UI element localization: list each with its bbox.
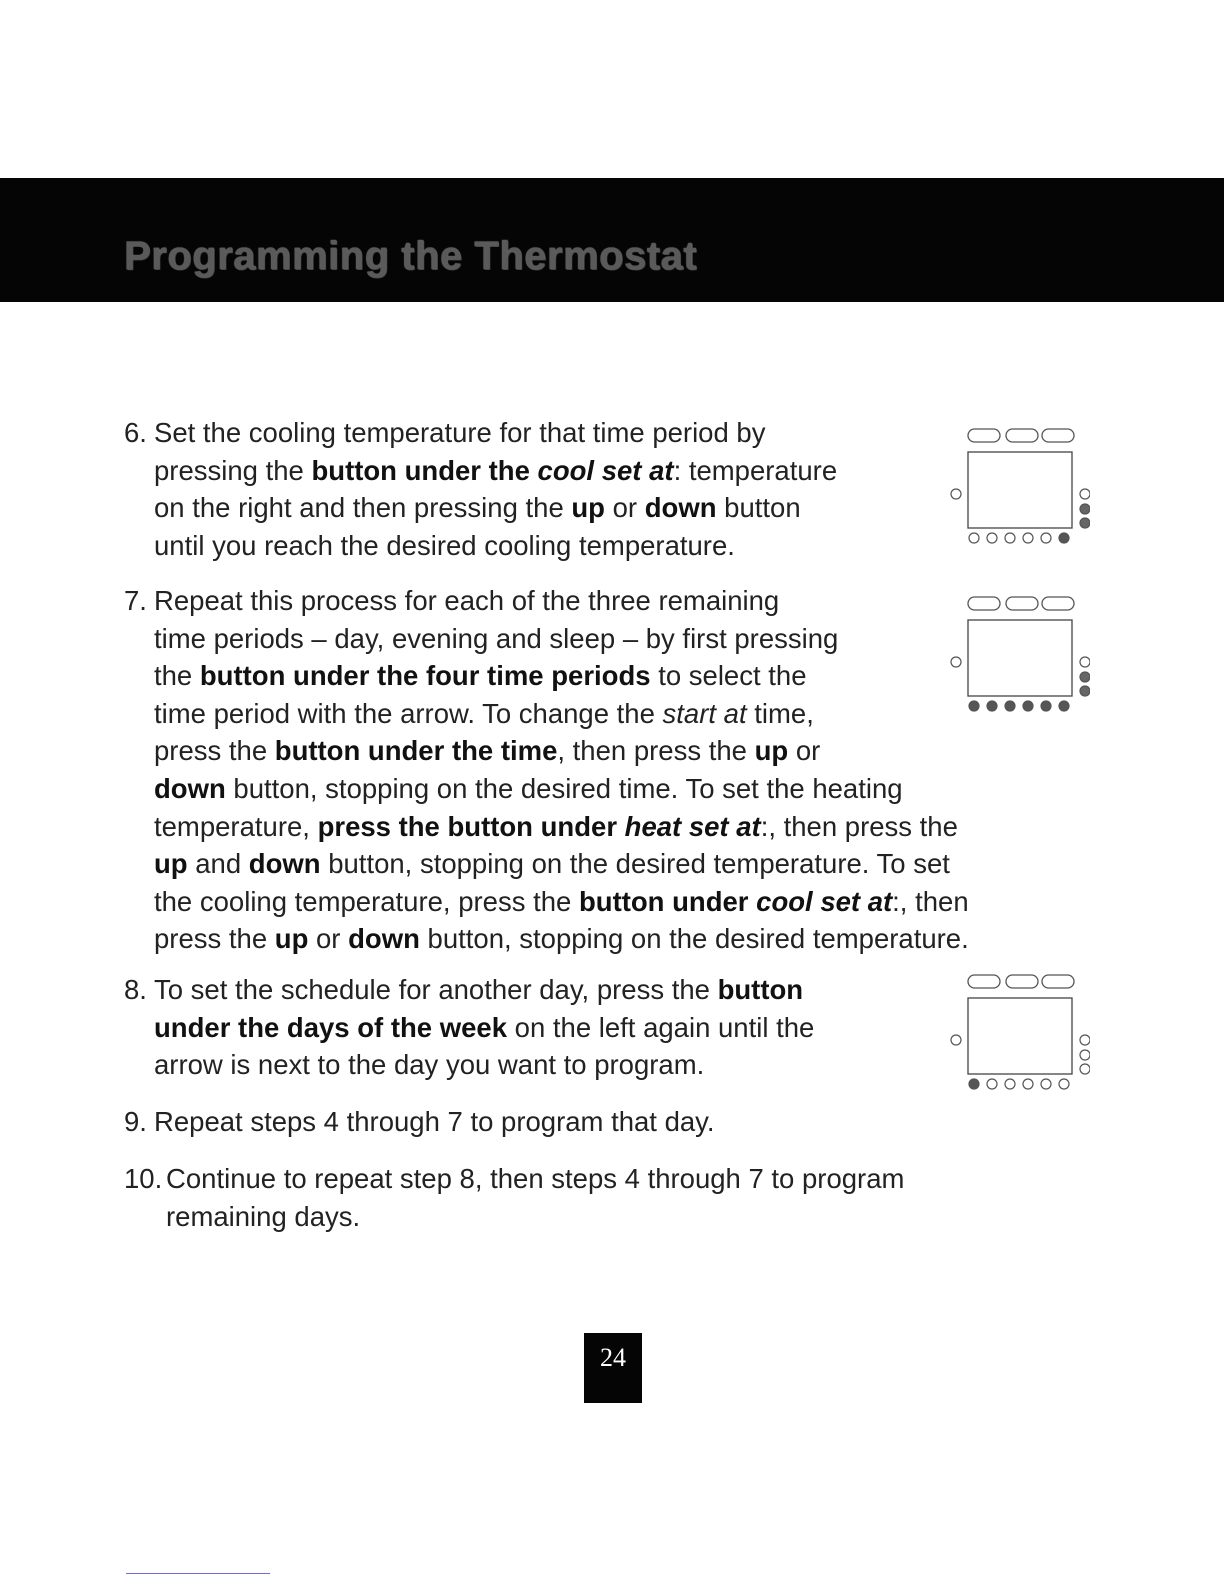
step-number: 6.	[124, 417, 147, 448]
text-segment: time period with the arrow. To change the	[154, 697, 663, 729]
right-button	[1080, 1064, 1090, 1074]
text-segment: or	[788, 735, 821, 767]
screen	[968, 452, 1072, 528]
bottom-button	[1023, 533, 1033, 543]
bottom-button	[1023, 1079, 1033, 1089]
step-number: 7.	[124, 585, 147, 616]
right-button	[1080, 489, 1090, 499]
text-line	[154, 620, 969, 658]
screen	[968, 620, 1072, 696]
text-line	[154, 695, 969, 733]
text-segment: the	[154, 660, 200, 692]
right-button	[1080, 1035, 1090, 1045]
bottom-button	[969, 533, 979, 543]
page-number: 24	[584, 1333, 642, 1403]
text-segment: the cooling temperature, press the	[154, 885, 579, 917]
text-segment: down	[644, 492, 717, 524]
text-segment: button, stopping on the desired temperature. To set	[320, 848, 950, 880]
text-segment: press the	[154, 735, 275, 767]
left-button	[951, 489, 961, 499]
bottom-button	[987, 533, 997, 543]
top-pill-button	[1006, 429, 1038, 442]
text-segment: until you reach the desired cooling temperature.	[154, 529, 735, 561]
text-segment: press the	[154, 923, 275, 955]
top-pill-button	[1042, 975, 1074, 988]
text-segment: pressing the	[154, 454, 312, 486]
page-title: Programming the Thermostat	[124, 234, 698, 278]
text-segment: down	[348, 923, 420, 955]
top-pill-button	[1006, 597, 1038, 610]
text-segment: or	[604, 492, 645, 524]
text-segment: temperature,	[154, 810, 318, 842]
step-text	[154, 971, 814, 1084]
text-line	[154, 582, 969, 620]
text-segment: Set the cooling temperature for that time period by	[154, 417, 766, 448]
text-line	[154, 489, 837, 527]
text-segment: button, stopping on the desired temperature.	[419, 923, 969, 955]
bottom-button-filled	[969, 1079, 979, 1089]
step-number: 9.	[124, 1106, 147, 1137]
bottom-button-filled	[1059, 533, 1069, 543]
bottom-button	[1041, 533, 1051, 543]
text-segment: button	[716, 492, 801, 524]
footer-rule	[126, 1573, 270, 1574]
bottom-button-filled	[1059, 701, 1069, 711]
text-segment: up	[571, 492, 605, 524]
text-segment: to select the	[650, 660, 807, 692]
bottom-button	[987, 1079, 997, 1089]
text-segment: arrow is next to the day you want to program.	[154, 1049, 705, 1081]
bottom-button	[1059, 1079, 1069, 1089]
text-segment: Repeat steps 4 through 7 to program that day.	[154, 1106, 715, 1137]
right-button-filled	[1080, 672, 1090, 682]
text-line	[154, 1103, 715, 1141]
text-segment: To set the schedule for another day, press the	[154, 974, 718, 1005]
thermostat-diagram-time-periods	[950, 596, 1090, 716]
text-segment: cool set at	[756, 885, 893, 917]
text-line	[154, 657, 969, 695]
text-line	[154, 770, 969, 808]
text-segment: up	[154, 848, 188, 880]
text-segment: button under the	[311, 454, 538, 486]
thermostat-diagram-cool-set	[950, 428, 1090, 548]
top-pill-button	[968, 429, 1000, 442]
bottom-button	[1041, 1079, 1051, 1089]
text-segment: on the left again until the	[507, 1011, 815, 1043]
text-segment: up	[274, 923, 309, 955]
step-text	[166, 1160, 904, 1235]
text-line	[154, 1046, 814, 1084]
text-line	[154, 414, 837, 452]
text-segment: down	[154, 772, 226, 804]
text-segment: up	[754, 735, 789, 767]
step-text	[154, 582, 969, 958]
right-button-filled	[1080, 686, 1090, 696]
text-line	[154, 808, 969, 846]
text-segment: cool set at	[537, 454, 674, 486]
text-segment: and	[187, 848, 249, 880]
text-segment: button, stopping on the desired time. To set the heating	[225, 772, 903, 804]
text-line	[154, 845, 969, 883]
text-segment: :, then press the	[760, 810, 958, 842]
text-segment: on the right and then pressing the	[154, 492, 572, 524]
text-line	[166, 1160, 904, 1198]
text-line	[154, 883, 969, 921]
bottom-button	[1005, 533, 1015, 543]
text-segment: Continue to repeat step 8, then steps 4 through 7 to program	[166, 1163, 905, 1194]
step-number: 8.	[124, 974, 147, 1005]
left-button	[951, 1035, 961, 1045]
left-button	[951, 657, 961, 667]
text-line	[154, 452, 837, 490]
text-segment: , then press the	[557, 735, 755, 767]
step-text	[154, 1103, 715, 1141]
text-line	[154, 1009, 814, 1047]
text-segment: button under	[578, 885, 757, 917]
top-pill-button	[968, 597, 1000, 610]
text-segment: time,	[746, 697, 814, 729]
text-segment: Repeat this process for each of the three remaining	[154, 585, 780, 616]
top-pill-button	[968, 975, 1000, 988]
text-line	[154, 920, 969, 958]
text-segment: button under the time	[274, 735, 558, 767]
bottom-button	[1005, 1079, 1015, 1089]
bottom-button-filled	[969, 701, 979, 711]
bottom-button-filled	[987, 701, 997, 711]
text-segment: remaining days.	[166, 1200, 361, 1232]
top-pill-button	[1006, 975, 1038, 988]
bottom-button-filled	[1041, 701, 1051, 711]
text-segment: press the button under	[317, 810, 625, 842]
text-segment: heat set at	[624, 810, 761, 842]
text-line	[154, 527, 837, 565]
screen	[968, 998, 1072, 1074]
step-text	[154, 414, 837, 564]
text-segment: down	[248, 848, 321, 880]
step-number: 10.	[124, 1163, 163, 1194]
text-segment: : temperature	[673, 454, 838, 486]
text-segment: time periods – day, evening and sleep – by first pressing	[154, 622, 839, 654]
bottom-button-filled	[1023, 701, 1033, 711]
right-button	[1080, 1050, 1090, 1060]
text-segment: or	[308, 923, 349, 955]
top-pill-button	[1042, 429, 1074, 442]
text-segment: under the days of the week	[154, 1011, 508, 1043]
right-button-filled	[1080, 518, 1090, 528]
text-segment: button under the four time periods	[199, 660, 651, 692]
text-segment: :, then	[892, 885, 969, 917]
right-button-filled	[1080, 504, 1090, 514]
top-pill-button	[1042, 597, 1074, 610]
text-line	[154, 971, 814, 1009]
thermostat-diagram-days-of-week	[950, 974, 1090, 1094]
text-line	[166, 1198, 904, 1236]
bottom-button-filled	[1005, 701, 1015, 711]
text-line	[154, 732, 969, 770]
text-segment: button	[717, 974, 804, 1005]
right-button	[1080, 657, 1090, 667]
text-segment: start at	[662, 697, 747, 729]
